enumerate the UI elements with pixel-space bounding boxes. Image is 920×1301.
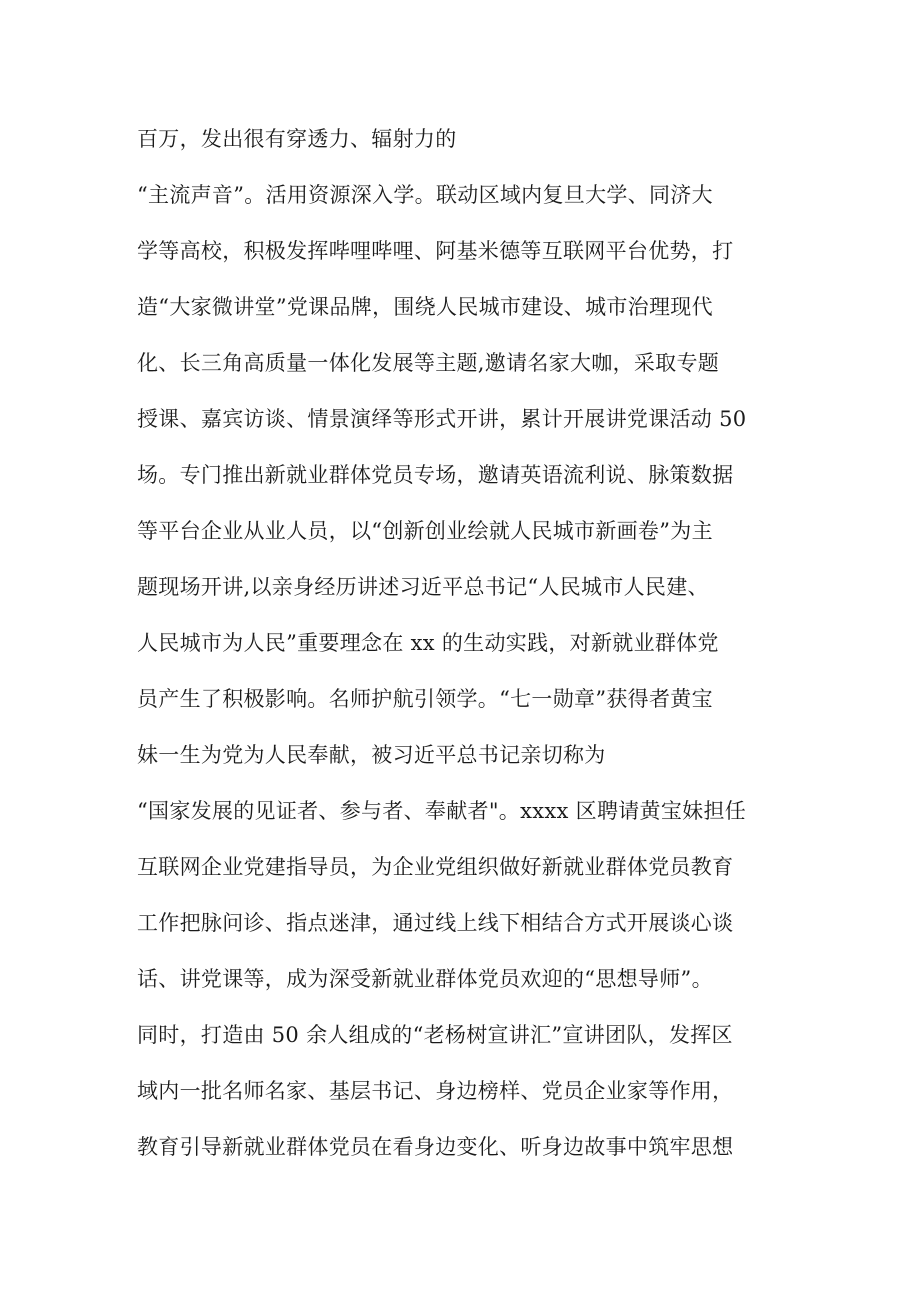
- text-line: 话、讲党课等，成为深受新就业群体党员欢迎的“思想导师”。: [137, 967, 713, 991]
- text-line: 妹一生为党为人民奉献，被习近平总书记亲切称为: [137, 743, 606, 767]
- text-line: 造“大家微讲堂”党课品牌，围绕人民城市建设、城市治理现代: [137, 295, 713, 319]
- text-line: 同时，打造由 50 余人组成的“老杨树宣讲汇”宣讲团队，发挥区: [137, 1023, 733, 1047]
- text-line: 化、长三角高质量一体化发展等主题,邀请名家大咖，采取专题: [137, 351, 720, 375]
- text-line: “主流声音”。活用资源深入学。联动区域内复旦大学、同济大: [137, 183, 713, 207]
- text-line: 人民城市为人民”重要理念在 xx 的生动实践，对新就业群体党: [137, 631, 719, 655]
- text-line: 教育引导新就业群体党员在看身边变化、听身边故事中筑牢思想: [137, 1135, 734, 1159]
- text-line: 互联网企业党建指导员，为企业党组织做好新就业群体党员教育: [137, 855, 734, 879]
- text-line: 等平台企业从业人员，以“创新创业绘就人民城市新画卷”为主: [137, 519, 713, 543]
- text-line: 员产生了积极影响。名师护航引领学。“七一勋章”获得者黄宝: [137, 687, 713, 711]
- text-line: “国家发展的见证者、参与者、奉献者"。xxxx 区聘请黄宝妹担任: [137, 799, 747, 823]
- text-line: 工作把脉问诊、指点迷津，通过线上线下相结合方式开展谈心谈: [137, 911, 734, 935]
- text-line: 题现场开讲,以亲身经历讲述习近平总书记“人民城市人民建、: [137, 575, 709, 599]
- text-line: 授课、嘉宾访谈、情景演绎等形式开讲，累计开展讲党课活动 50: [137, 407, 747, 431]
- text-line: 百万，发出很有穿透力、辐射力的: [137, 127, 457, 151]
- text-line: 场。专门推出新就业群体党员专场，邀请英语流利说、脉策数据: [137, 463, 734, 487]
- text-line: 学等高校，积极发挥哔哩哔哩、阿基米德等互联网平台优势，打: [137, 239, 734, 263]
- text-line: 域内一批名师名家、基层书记、身边榜样、党员企业家等作用，: [137, 1079, 734, 1103]
